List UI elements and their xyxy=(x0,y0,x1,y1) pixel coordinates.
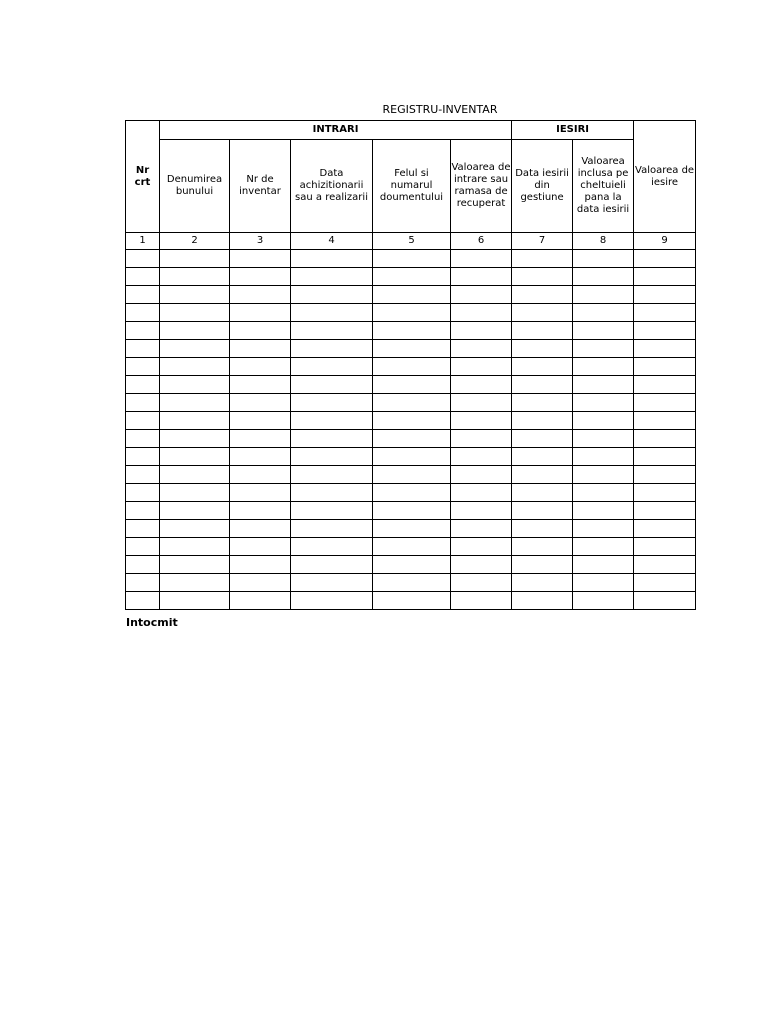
table-cell xyxy=(126,538,160,556)
table-cell xyxy=(573,250,634,268)
column-number-cell: 9 xyxy=(634,233,696,250)
table-cell xyxy=(230,556,291,574)
table-row xyxy=(126,556,696,574)
table-cell xyxy=(291,466,373,484)
table-cell xyxy=(573,430,634,448)
table-cell xyxy=(160,448,230,466)
table-cell xyxy=(291,304,373,322)
table-cell xyxy=(573,592,634,610)
table-cell xyxy=(634,412,696,430)
table-cell xyxy=(291,502,373,520)
table-cell xyxy=(126,376,160,394)
table-cell xyxy=(451,412,512,430)
table-cell xyxy=(634,592,696,610)
table-cell xyxy=(160,520,230,538)
header-data-achizitionarii: Data achizitionarii sau a realizarii xyxy=(291,140,373,233)
table-cell xyxy=(230,286,291,304)
table-cell xyxy=(291,430,373,448)
table-cell xyxy=(634,322,696,340)
table-row xyxy=(126,412,696,430)
table-cell xyxy=(634,574,696,592)
table-cell xyxy=(512,448,573,466)
table-cell xyxy=(230,466,291,484)
table-cell xyxy=(634,358,696,376)
table-cell xyxy=(160,430,230,448)
table-row xyxy=(126,322,696,340)
header-valoarea-iesire: Valoarea de iesire xyxy=(634,121,696,233)
table-cell xyxy=(512,592,573,610)
table-cell xyxy=(634,340,696,358)
table-cell xyxy=(126,250,160,268)
table-cell xyxy=(126,340,160,358)
table-cell xyxy=(512,538,573,556)
table-cell xyxy=(291,412,373,430)
table-cell xyxy=(512,394,573,412)
table-cell xyxy=(573,556,634,574)
table-cell xyxy=(634,484,696,502)
table-cell xyxy=(512,322,573,340)
table-cell xyxy=(512,484,573,502)
table-cell xyxy=(573,448,634,466)
table-cell xyxy=(573,412,634,430)
column-number-cell: 6 xyxy=(451,233,512,250)
column-number-cell: 5 xyxy=(373,233,451,250)
header-nr-inventar: Nr de inventar xyxy=(230,140,291,233)
table-cell xyxy=(573,394,634,412)
table-cell xyxy=(634,394,696,412)
table-cell xyxy=(634,286,696,304)
table-cell xyxy=(512,358,573,376)
table-cell xyxy=(573,304,634,322)
table-cell xyxy=(230,592,291,610)
table-cell xyxy=(512,502,573,520)
header-valoarea-intrare: Valoarea de intrare sau ramasa de recuperat xyxy=(451,140,512,233)
table-cell xyxy=(573,340,634,358)
table-cell xyxy=(373,502,451,520)
table-cell xyxy=(291,268,373,286)
table-cell xyxy=(230,520,291,538)
table-cell xyxy=(160,556,230,574)
table-cell xyxy=(160,268,230,286)
register-table xyxy=(125,120,696,610)
table-cell xyxy=(373,376,451,394)
table-cell xyxy=(512,268,573,286)
table-cell xyxy=(291,358,373,376)
table-cell xyxy=(573,376,634,394)
header-data-iesirii: Data iesirii din gestiune xyxy=(512,140,573,233)
table-cell xyxy=(451,358,512,376)
table-cell xyxy=(291,286,373,304)
header-felul-documentului: Felul si numarul doumentului xyxy=(373,140,451,233)
table-cell xyxy=(573,322,634,340)
table-cell xyxy=(230,250,291,268)
table-cell xyxy=(230,394,291,412)
table-row xyxy=(126,466,696,484)
table-row xyxy=(126,538,696,556)
table-row xyxy=(126,340,696,358)
table-cell xyxy=(512,376,573,394)
header-denumirea: Denumirea bunului xyxy=(160,140,230,233)
table-cell xyxy=(160,502,230,520)
table-row xyxy=(126,484,696,502)
table-cell xyxy=(230,574,291,592)
table-cell xyxy=(230,502,291,520)
table-cell xyxy=(451,556,512,574)
table-cell xyxy=(373,556,451,574)
table-cell xyxy=(373,340,451,358)
table-cell xyxy=(160,322,230,340)
table-cell xyxy=(373,484,451,502)
table-cell xyxy=(373,250,451,268)
table-row xyxy=(126,250,696,268)
table-cell xyxy=(634,268,696,286)
table-cell xyxy=(126,484,160,502)
table-cell xyxy=(512,250,573,268)
table-cell xyxy=(291,520,373,538)
column-number-cell: 3 xyxy=(230,233,291,250)
table-cell xyxy=(512,412,573,430)
table-cell xyxy=(451,574,512,592)
column-number-cell: 4 xyxy=(291,233,373,250)
table-cell xyxy=(291,322,373,340)
table-cell xyxy=(160,466,230,484)
table-cell xyxy=(373,538,451,556)
table-cell xyxy=(126,304,160,322)
table-row xyxy=(126,286,696,304)
table-cell xyxy=(230,412,291,430)
table-cell xyxy=(230,484,291,502)
header-group-iesiri: IESIRI xyxy=(512,121,634,140)
table-cell xyxy=(451,394,512,412)
table-row xyxy=(126,268,696,286)
table-cell xyxy=(373,394,451,412)
table-cell xyxy=(373,592,451,610)
table-row xyxy=(126,520,696,538)
table-cell xyxy=(291,448,373,466)
table-cell xyxy=(160,394,230,412)
table-cell xyxy=(451,538,512,556)
table-cell xyxy=(512,430,573,448)
table-cell xyxy=(126,430,160,448)
table-cell xyxy=(291,376,373,394)
table-cell xyxy=(451,286,512,304)
table-cell xyxy=(230,268,291,286)
table-cell xyxy=(230,322,291,340)
column-number-cell: 1 xyxy=(126,233,160,250)
table-cell xyxy=(160,592,230,610)
table-cell xyxy=(451,520,512,538)
table-cell xyxy=(451,448,512,466)
table-cell xyxy=(451,250,512,268)
table-cell xyxy=(126,574,160,592)
table-cell xyxy=(291,340,373,358)
table-cell xyxy=(373,358,451,376)
table-cell xyxy=(291,394,373,412)
table-cell xyxy=(451,502,512,520)
table-cell xyxy=(451,484,512,502)
table-cell xyxy=(230,376,291,394)
table-row xyxy=(126,430,696,448)
table-cell xyxy=(573,502,634,520)
table-row xyxy=(126,376,696,394)
table-cell xyxy=(451,268,512,286)
table-cell xyxy=(126,268,160,286)
table-cell xyxy=(634,502,696,520)
table-cell xyxy=(512,286,573,304)
table-cell xyxy=(451,304,512,322)
table-cell xyxy=(230,448,291,466)
table-cell xyxy=(291,574,373,592)
table-cell xyxy=(126,448,160,466)
table-cell xyxy=(451,376,512,394)
table-row xyxy=(126,592,696,610)
table-cell xyxy=(373,412,451,430)
table-cell xyxy=(126,592,160,610)
table-cell xyxy=(230,430,291,448)
table-cell xyxy=(373,268,451,286)
table-cell xyxy=(634,250,696,268)
table-cell xyxy=(373,466,451,484)
table-cell xyxy=(160,340,230,358)
table-cell xyxy=(160,286,230,304)
header-valoarea-inclusa: Valoarea inclusa pe cheltuieli pana la data iesirii xyxy=(573,140,634,233)
table-cell xyxy=(512,520,573,538)
table-cell xyxy=(126,466,160,484)
table-cell xyxy=(634,466,696,484)
table-cell xyxy=(634,376,696,394)
column-number-cell: 2 xyxy=(160,233,230,250)
table-cell xyxy=(451,322,512,340)
table-cell xyxy=(373,304,451,322)
table-row xyxy=(126,448,696,466)
table-cell xyxy=(160,358,230,376)
table-cell xyxy=(160,574,230,592)
header-nr-crt: Nr crt xyxy=(126,121,160,233)
table-cell xyxy=(373,430,451,448)
table-cell xyxy=(634,538,696,556)
table-cell xyxy=(126,520,160,538)
column-number-cell: 8 xyxy=(573,233,634,250)
table-cell xyxy=(634,430,696,448)
table-cell xyxy=(512,304,573,322)
header-group-intrari: INTRARI xyxy=(160,121,512,140)
document-title: REGISTRU-INVENTAR xyxy=(382,103,498,116)
table-cell xyxy=(373,574,451,592)
column-number-row-body xyxy=(126,233,696,250)
table-cell xyxy=(634,520,696,538)
table-cell xyxy=(373,322,451,340)
table-cell xyxy=(126,556,160,574)
table-row xyxy=(126,304,696,322)
table-cell xyxy=(160,412,230,430)
table-cell xyxy=(451,340,512,358)
table-cell xyxy=(291,538,373,556)
table-cell xyxy=(573,466,634,484)
table-cell xyxy=(160,538,230,556)
table-cell xyxy=(573,286,634,304)
table-row xyxy=(126,502,696,520)
table-cell xyxy=(160,304,230,322)
table-cell xyxy=(373,286,451,304)
table-cell xyxy=(126,394,160,412)
table-cell xyxy=(230,538,291,556)
table-cell xyxy=(573,538,634,556)
table-cell xyxy=(573,484,634,502)
table-cell xyxy=(634,448,696,466)
table-cell xyxy=(291,592,373,610)
table-cell xyxy=(126,358,160,376)
table-cell xyxy=(230,340,291,358)
table-cell xyxy=(230,358,291,376)
table-cell xyxy=(512,340,573,358)
table-cell xyxy=(160,250,230,268)
table-cell xyxy=(512,574,573,592)
table-cell xyxy=(126,322,160,340)
blank-rows-body xyxy=(126,250,696,610)
table-cell xyxy=(291,484,373,502)
table-cell xyxy=(634,556,696,574)
column-number-row xyxy=(126,233,696,250)
table-cell xyxy=(230,304,291,322)
table-cell xyxy=(160,484,230,502)
footer-intocmit: Intocmit xyxy=(126,616,178,629)
table-cell xyxy=(451,592,512,610)
table-cell xyxy=(512,466,573,484)
table-cell xyxy=(126,286,160,304)
table-cell xyxy=(451,430,512,448)
table-cell xyxy=(160,376,230,394)
table-cell xyxy=(634,304,696,322)
table-row xyxy=(126,394,696,412)
table-cell xyxy=(451,466,512,484)
table-cell xyxy=(373,448,451,466)
table-row xyxy=(126,358,696,376)
table-cell xyxy=(291,556,373,574)
table-cell xyxy=(573,358,634,376)
table-cell xyxy=(373,520,451,538)
table-cell xyxy=(573,268,634,286)
table-cell xyxy=(291,250,373,268)
table-cell xyxy=(512,556,573,574)
table-row xyxy=(126,574,696,592)
table-cell xyxy=(126,412,160,430)
table-cell xyxy=(573,520,634,538)
table-cell xyxy=(573,574,634,592)
table-cell xyxy=(126,502,160,520)
column-number-cell: 7 xyxy=(512,233,573,250)
